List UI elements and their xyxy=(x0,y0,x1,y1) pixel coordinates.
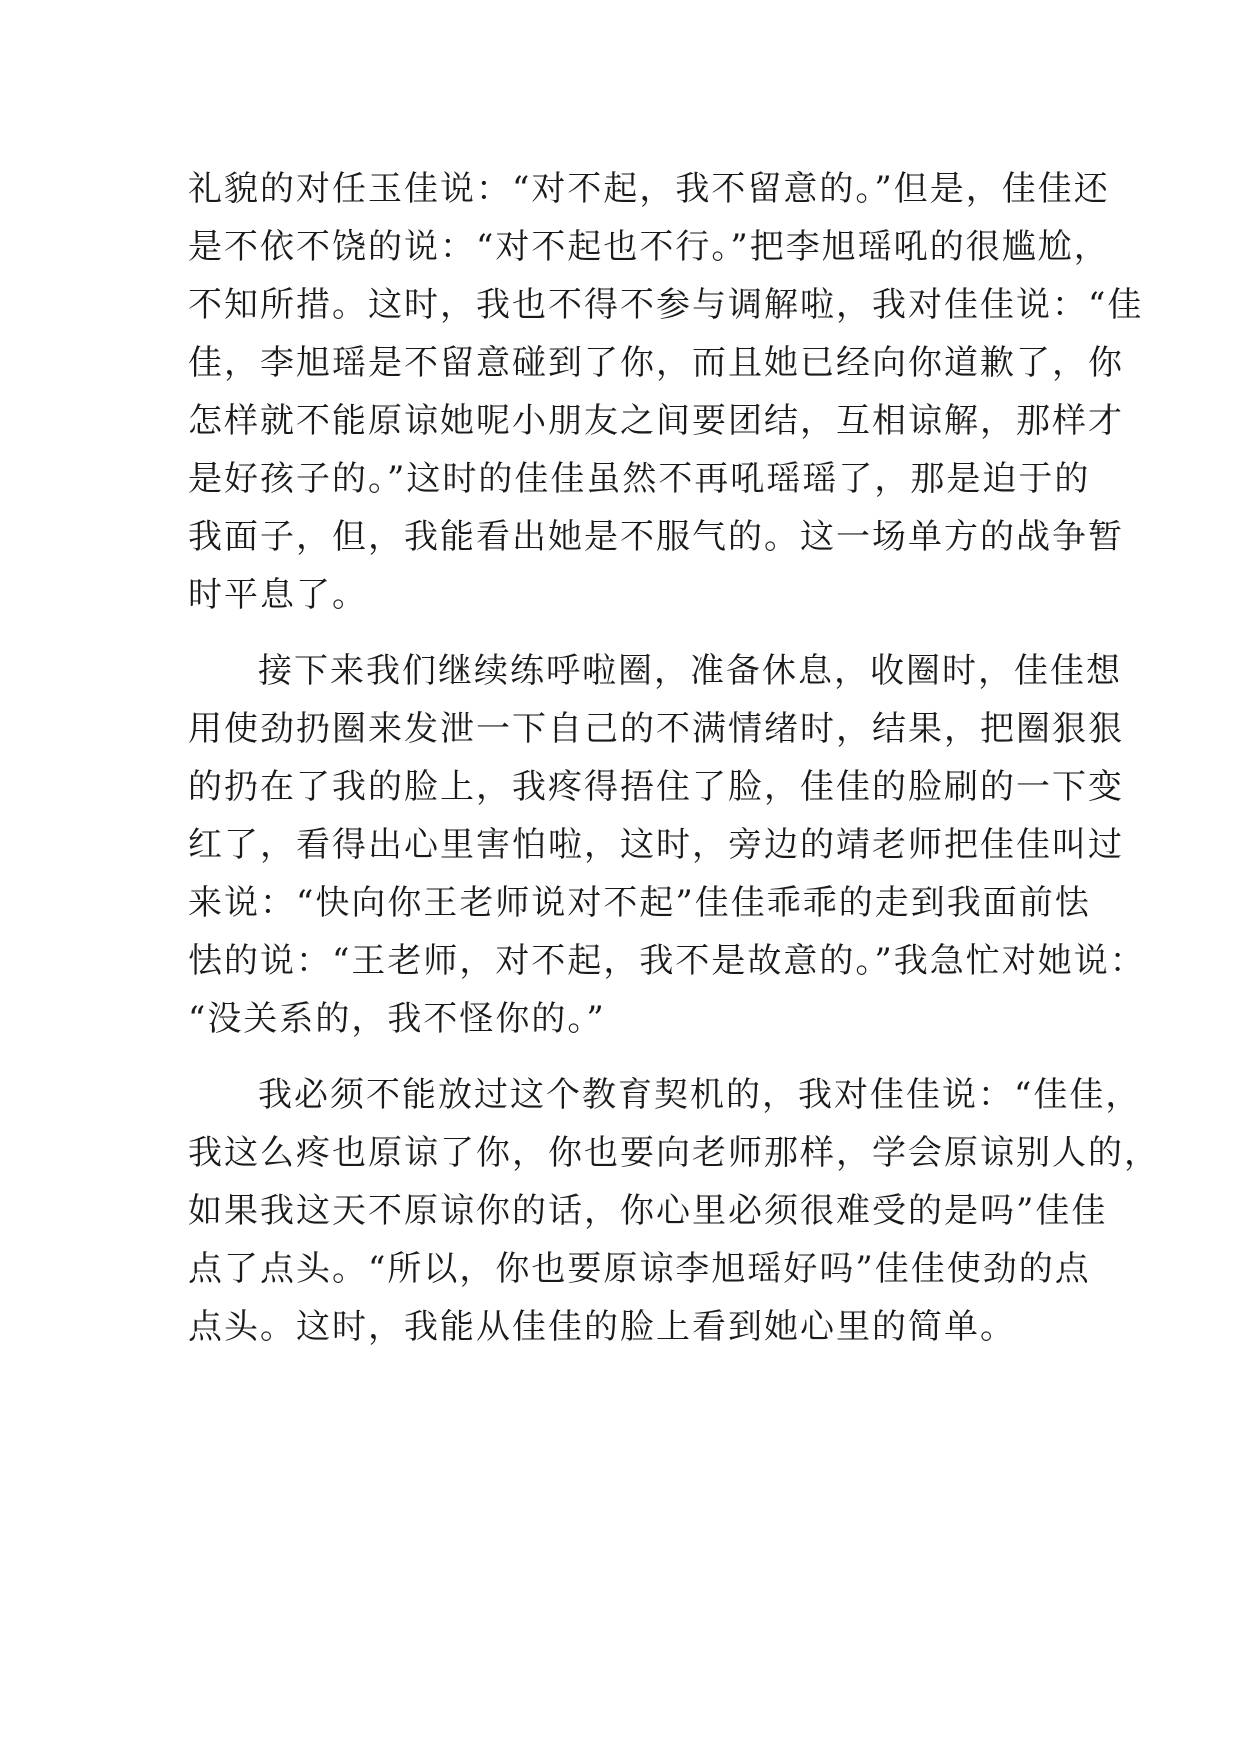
paragraph-1-line-1: 礼貌的对任玉佳说：“对不起，我不留意的。”但是，佳佳还 xyxy=(188,169,1110,209)
paragraph-2-line-2: 用使劲扔圈来发泄一下自己的不满情绪时，结果，把圈狠狠 xyxy=(188,709,1124,749)
paragraph-3-line-2: 我这么疼也原谅了你，你也要向老师那样，学会原谅别人的， xyxy=(188,1133,1160,1173)
paragraph-2-line-3: 的扔在了我的脸上，我疼得捂住了脸，佳佳的脸刷的一下变 xyxy=(188,767,1124,807)
paragraph-spacer xyxy=(188,624,1068,642)
paragraph-1-line-4: 佳，李旭瑶是不留意碰到了你，而且她已经向你道歉了，你 xyxy=(188,343,1124,383)
paragraph-1-line-6: 是好孩子的。”这时的佳佳虽然不再吼瑶瑶了，那是迫于的 xyxy=(188,459,1091,499)
paragraph-1-line-8: 时平息了。 xyxy=(188,575,368,615)
paragraph-2-line-4: 红了，看得出心里害怕啦，这时，旁边的靖老师把佳佳叫过 xyxy=(188,825,1124,865)
paragraph-2-line-6: 怯的说：“王老师，对不起，我不是故意的。”我急忙对她说： xyxy=(188,941,1146,981)
paragraph-1-line-2: 是不依不饶的说：“对不起也不行。”把李旭瑶吼的很尴尬， xyxy=(188,227,1110,267)
paragraph-2-line-1: 接下来我们继续练呼啦圈，准备休息，收圈时，佳佳想 xyxy=(258,651,1122,691)
paragraph-2-line-7: “没关系的，我不怪你的。” xyxy=(188,999,606,1039)
paragraph-1-line-5: 怎样就不能原谅她呢小朋友之间要团结，互相谅解，那样才 xyxy=(188,401,1124,441)
paragraph-1-line-7: 我面子，但，我能看出她是不服气的。这一场单方的战争暂 xyxy=(188,517,1124,557)
paragraph-3-line-5: 点头。这时，我能从佳佳的脸上看到她心里的简单。 xyxy=(188,1307,1016,1347)
paragraph-1-line-3: 不知所措。这时，我也不得不参与调解啦，我对佳佳说：“佳 xyxy=(188,285,1144,325)
document-body xyxy=(188,160,1160,1356)
paragraph-3-line-4: 点了点头。“所以，你也要原谅李旭瑶好吗”佳佳使劲的点 xyxy=(188,1249,1091,1289)
paragraph-3-line-3: 如果我这天不原谅你的话，你心里必须很难受的是吗”佳佳 xyxy=(188,1191,1108,1231)
paragraph-spacer xyxy=(188,1048,1068,1066)
paragraph-3-line-1: 我必须不能放过这个教育契机的，我对佳佳说：“佳佳， xyxy=(258,1075,1142,1115)
paragraph-2-line-5: 来说：“快向你王老师说对不起”佳佳乖乖的走到我面前怯 xyxy=(188,883,1091,923)
